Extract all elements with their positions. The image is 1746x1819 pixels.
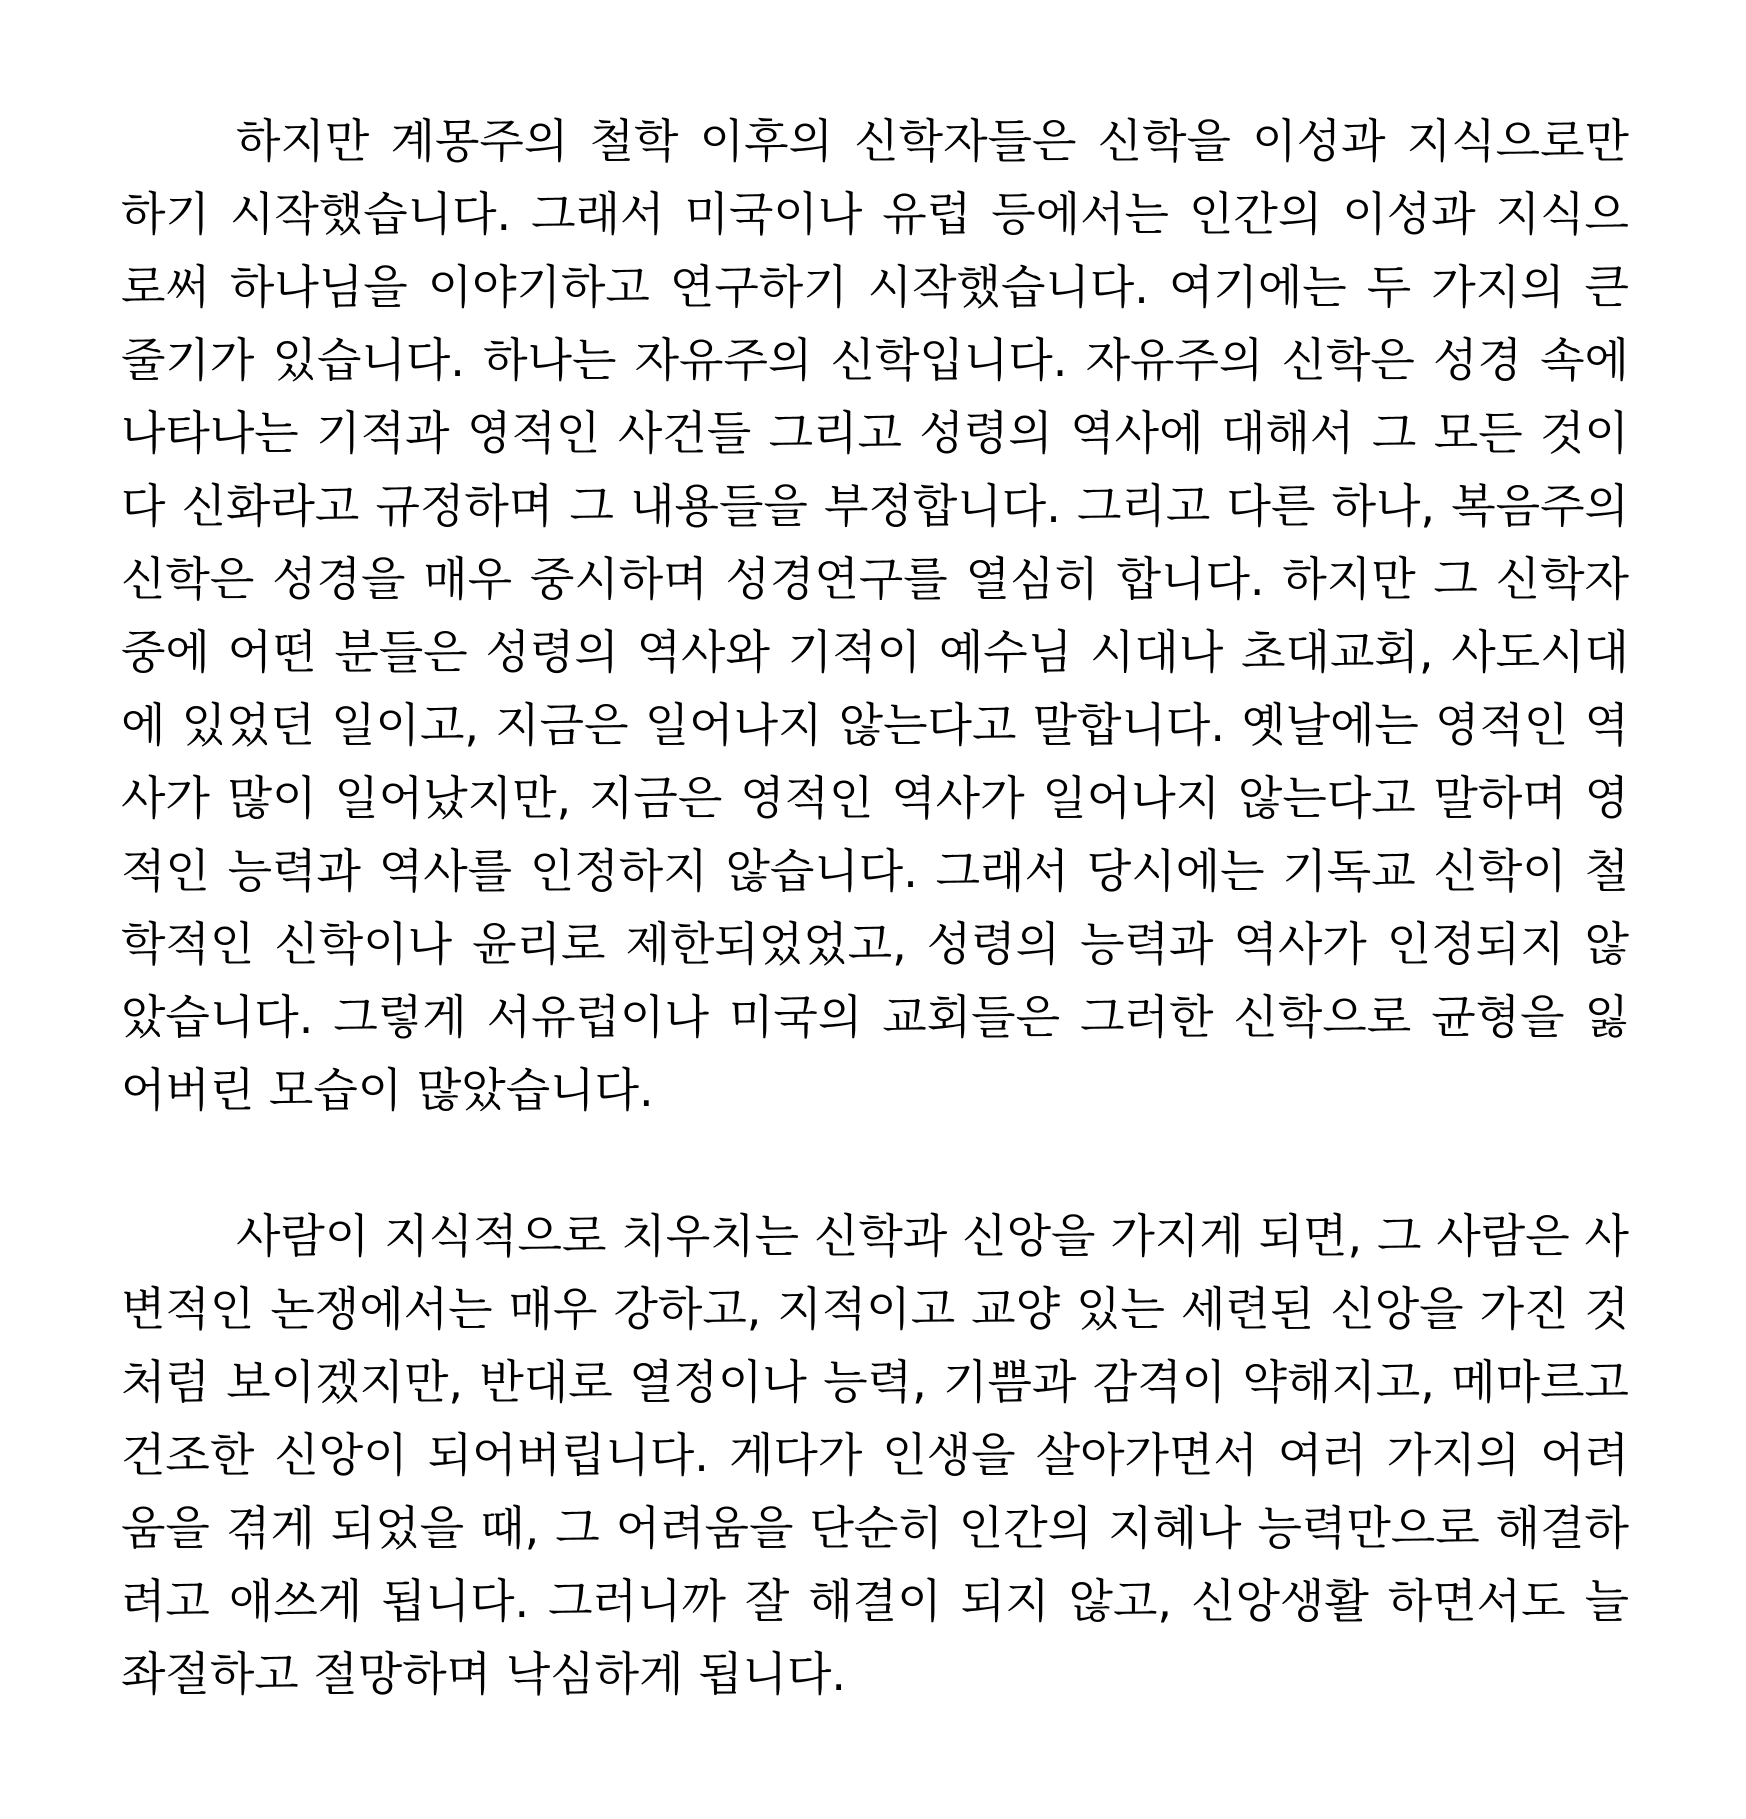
text-body: [121, 105, 1629, 1711]
paragraph-2: 사람이 지식적으로 치우치는 신학과 신앙을 가지게 되면, 그 사람은 사변적인 논쟁에서는 매우 강하고, 지적이고 교양 있는 세련된 신앙을 가진 것처럼 보이겠지만, 반대로 열정이나 능력, 기쁨과 감격이 약해지고, 메마르고 건조한 신앙이 되어버립니다. 게다가 인생을 살아가면서 여러 가지의 어려움을 겪게 되었을 때, 그 어려움을 단순히 인간의 지혜나 능력만으로 해결하려고 애쓰게 됩니다. 그러니까 잘 해결이 되지 않고, 신앙생활 하면서도 늘 좌절하고 절망하며 낙심하게 됩니다.: [121, 1209, 1629, 1701]
paragraph-1: 하지만 계몽주의 철학 이후의 신학자들은 신학을 이성과 지식으로만 하기 시작했습니다. 그래서 미국이나 유럽 등에서는 인간의 이성과 지식으로써 하나님을 이야기하고 연구하기 시작했습니다. 여기에는 두 가지의 큰 줄기가 있습니다. 하나는 자유주의 신학입니다. 자유주의 신학은 성경 속에 나타나는 기적과 영적인 사건들 그리고 성령의 역사에 대해서 그 모든 것이 다 신화라고 규정하며 그 내용들을 부정합니다. 그리고 다른 하나, 복음주의 신학은 성경을 매우 중시하며 성경연구를 열심히 합니다. 하지만 그 신학자 중에 어떤 분들은 성령의 역사와 기적이 예수님 시대나 초대교회, 사도시대에 있었던 일이고, 지금은 일어나지 않는다고 말합니다. 옛날에는 영적인 역사가 많이 일어났지만, 지금은 영적인 역사가 일어나지 않는다고 말하며 영적인 능력과 역사를 인정하지 않습니다. 그래서 당시에는 기독교 신학이 철학적인 신학이나 윤리로 제한되었었고, 성령의 능력과 역사가 인정되지 않았습니다. 그렇게 서유럽이나 미국의 교회들은 그러한 신학으로 균형을 잃어버린 모습이 많았습니다.: [121, 114, 1629, 1117]
